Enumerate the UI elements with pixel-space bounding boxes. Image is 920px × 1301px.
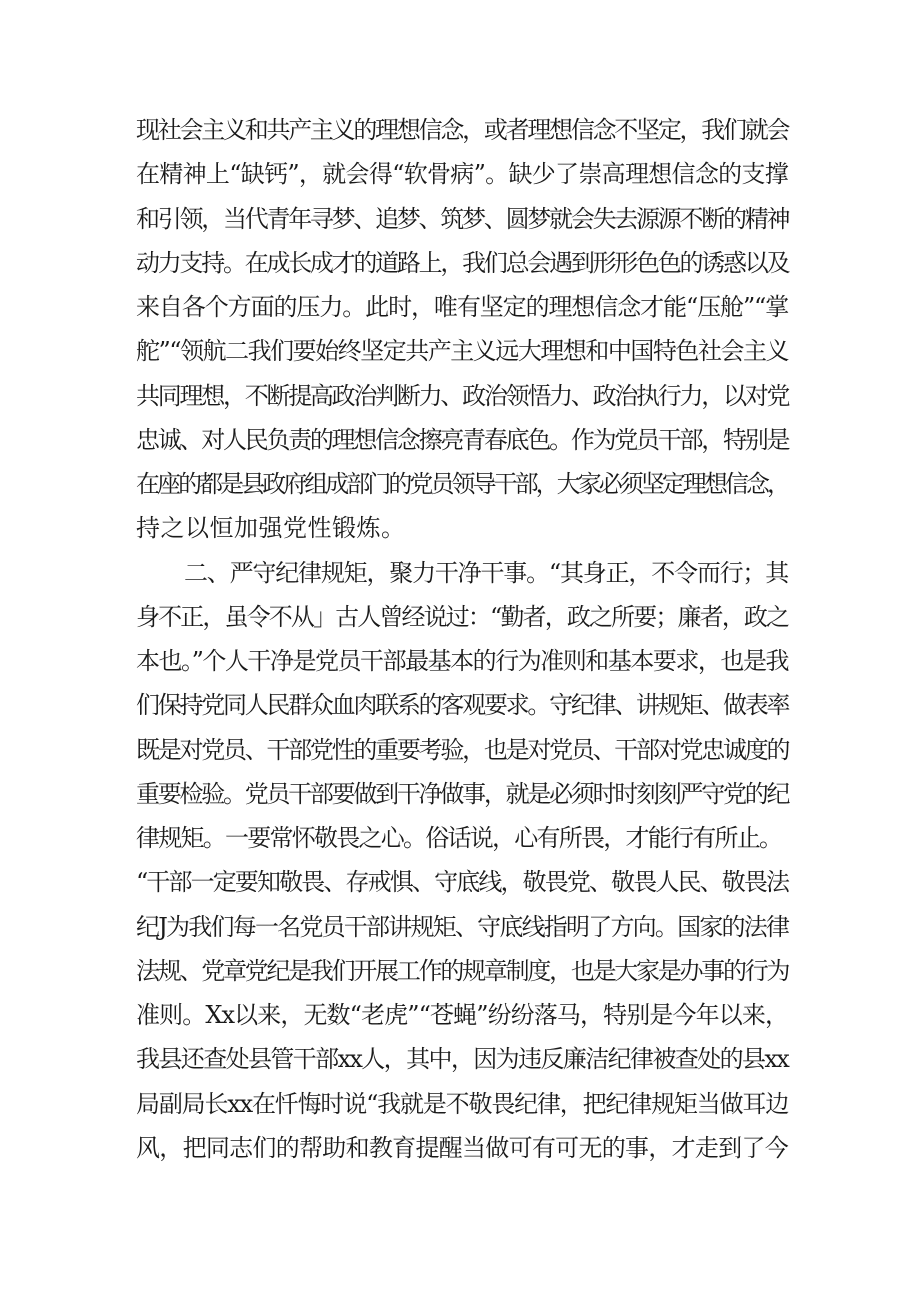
text-line: 我县还查处县管干部xx人，其中，因为违反廉洁纪律被查处的县xx [136,1045,788,1073]
text-line: 身不正，虽令不从」古人曾经说过：“勤者，政之所要；廉者，政之 [136,603,788,631]
text-line: 纪J为我们每一名党员干部讲规矩、守底线指明了方向。国家的法律 [136,913,788,941]
text-line: 二、严守纪律规矩，聚力干净干事。“其身正，不令而行；其 [184,559,788,587]
text-line: 法规、党章党纪是我们开展工作的规章制度，也是大家是办事的行为 [136,957,788,985]
text-line: 律规矩。一要常怀敬畏之心。俗话说，心有所畏，才能行有所止。 [136,824,782,852]
text-line: “干部一定要知敬畏、存戒惧、守底线，敬畏党、敬畏人民、敬畏法 [136,868,788,896]
text-line: 在座的都是县政府组成部门的党员领导干部，大家必须坚定理想信念， [136,470,788,498]
text-line: 现社会主义和共产主义的理想信念，或者理想信念不坚定，我们就会 [136,116,788,144]
text-line: 和引领，当代青年寻梦、追梦、筑梦、圆梦就会失去源源不断的精神 [136,205,788,233]
text-line: 局副局长xx在忏悔时说“我就是不敬畏纪律，把纪律规矩当做耳边 [136,1090,788,1118]
text-line: 本也。”个人干净是党员干部最基本的行为准则和基本要求，也是我 [136,647,788,675]
text-line: 风，把同志们的帮助和教育提醒当做可有可无的事，才走到了今 [136,1134,788,1162]
text-line: 忠诚、对人民负责的理想信念擦亮青春底色。作为党员干部，特别是 [136,426,788,454]
text-line: 们保持党同人民群众血肉联系的客观要求。守纪律、讲规矩、做表率 [136,691,788,719]
text-line: 重要检验。党员干部要做到干净做事，就是必须时时刻刻严守党的纪 [136,780,788,808]
text-line: 持之以恒加强党性锻炼。 [136,514,406,542]
text-line: 既是对党员、干部党性的重要考验，也是对党员、干部对党忠诚度的 [136,736,788,764]
text-line: 动力支持。在成长成才的道路上，我们总会遇到形形色色的诱惑以及 [136,249,788,277]
text-line: 共同理想，不断提高政治判断力、政治领悟力、政治执行力，以对党 [136,382,788,410]
text-line: 舵”“领航二我们要始终坚定共产主义远大理想和中国特色社会主义 [136,337,788,365]
text-line: 准则。Xx以来，无数“老虎”“苍蝇”纷纷落马，特别是今年以来， [136,1001,788,1029]
text-line: 在精神上“缺钙”，就会得“软骨病”。缺少了崇高理想信念的支撑 [136,160,788,188]
text-line: 来自各个方面的压力。此时，唯有坚定的理想信念才能“压舱”“掌 [136,293,788,321]
